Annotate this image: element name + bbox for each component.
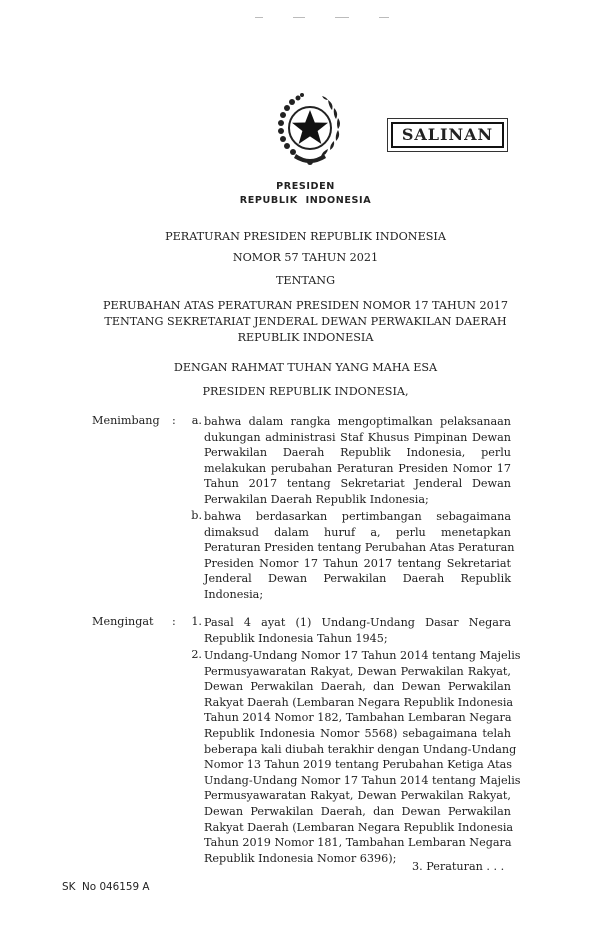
presiden-heading: PRESIDEN — [276, 181, 335, 192]
text-line: Rakyat Daerah (Lembaran Negara Republik Indonesia — [204, 695, 514, 709]
rahmat-heading: DENGAN RAHMAT TUHAN YANG MAHA ESA — [173, 361, 438, 374]
regulation-title: PERATURAN PRESIDEN REPUBLIK INDONESIA — [165, 230, 446, 243]
mengingat-marker-2: 2. — [191, 648, 202, 661]
text-line: Nomor 13 Tahun 2019 tentang Perubahan Ketiga Atas — [204, 758, 513, 772]
scan-marks — [255, 3, 555, 22]
mengingat-marker-1: 1. — [191, 615, 202, 628]
menimbang-marker-a: a. — [191, 414, 202, 427]
text-line: beberapa kali diubah terakhir dengan Undang-Undang — [204, 742, 517, 756]
menimbang-marker-b: b. — [191, 509, 202, 522]
menimbang-label: Menimbang — [92, 414, 160, 427]
text-line: Permusyawaratan Rakyat, Dewan Perwakilan Rakyat, — [204, 664, 511, 678]
text-line: Rakyat Daerah (Lembaran Negara Republik Indonesia — [204, 820, 514, 834]
text-line: Undang-Undang Nomor 17 Tahun 2014 tentang Majelis — [204, 773, 521, 787]
text-line: Presiden Nomor 17 Tahun 2017 tentang Sekretariat — [204, 556, 511, 570]
mengingat-colon: : — [172, 615, 176, 628]
text-line: Dewan Perwakilan Daerah, dan Dewan Perwakilan — [204, 680, 511, 694]
text-line: Dewan Perwakilan Daerah, dan Dewan Perwakilan — [204, 804, 511, 818]
republik-indonesia-heading: REPUBLIK INDONESIA — [239, 195, 372, 206]
tentang-heading: TENTANG — [275, 274, 336, 287]
menimbang-colon: : — [172, 414, 176, 427]
presiden-ri-heading: PRESIDEN REPUBLIK INDONESIA, — [202, 385, 409, 398]
text-line: Tahun 2017 tentang Sekretariat Jenderal Dewan — [204, 477, 511, 491]
mengingat-label: Mengingat — [92, 615, 154, 628]
mengingat-item-1 — [204, 615, 511, 646]
salinan-stamp: SALINAN — [391, 122, 504, 148]
menimbang-item-a — [204, 414, 511, 508]
text-line: bahwa berdasarkan pertimbangan sebagaimana — [204, 510, 511, 523]
text-line: Republik Indonesia Tahun 1945; — [204, 631, 388, 645]
text-line: dukungan administrasi Staf Khusus Pimpinan Dewan — [204, 430, 511, 444]
text-line: melakukan perubahan Peraturan Presiden Nomor 17 — [204, 461, 511, 475]
menimbang-item-b — [204, 509, 515, 603]
text-line: Republik Indonesia Nomor 5568) sebagaimana telah — [204, 726, 511, 740]
text-line: Tahun 2014 Nomor 182, Tambahan Lembaran Negara — [204, 711, 512, 725]
subject-line-1: PERUBAHAN ATAS PERATURAN PRESIDEN NOMOR 17 TAHUN 2017 — [103, 299, 508, 312]
mengingat-item-2 — [204, 648, 521, 866]
text-line: dimaksud dalam huruf a, perlu menetapkan — [204, 525, 511, 539]
text-line: Jenderal Dewan Perwakilan Daerah Republik — [204, 572, 511, 586]
text-line: Tahun 2019 Nomor 181, Tambahan Lembaran Negara — [204, 836, 512, 850]
text-line: Pasal 4 ayat (1) Undang-Undang Dasar Negara — [204, 616, 511, 629]
text-line: Republik Indonesia Nomor 6396); — [204, 851, 397, 865]
text-line: Indonesia; — [204, 587, 264, 601]
text-line: Undang-Undang Nomor 17 Tahun 2014 tentang Majelis — [204, 649, 521, 662]
text-line: Peraturan Presiden tentang Perubahan Atas Peraturan — [204, 541, 515, 555]
text-line: Perwakilan Daerah Republik Indonesia; — [204, 492, 429, 506]
regulation-number: NOMOR 57 TAHUN 2021 — [232, 251, 379, 264]
continuation-note: 3. Peraturan . . . — [412, 860, 505, 873]
garuda-star-emblem-icon — [272, 88, 348, 168]
subject-line-3: REPUBLIK INDONESIA — [237, 331, 374, 344]
text-line: bahwa dalam rangka mengoptimalkan pelaksanaan — [204, 415, 511, 428]
text-line: Permusyawaratan Rakyat, Dewan Perwakilan Rakyat, — [204, 789, 511, 803]
text-line: Perwakilan Daerah Republik Indonesia, perlu — [204, 446, 511, 460]
subject-line-2: TENTANG SEKRETARIAT JENDERAL DEWAN PERWAKILAN DAERAH — [104, 315, 507, 328]
sk-number: SK No 046159 A — [62, 881, 150, 893]
